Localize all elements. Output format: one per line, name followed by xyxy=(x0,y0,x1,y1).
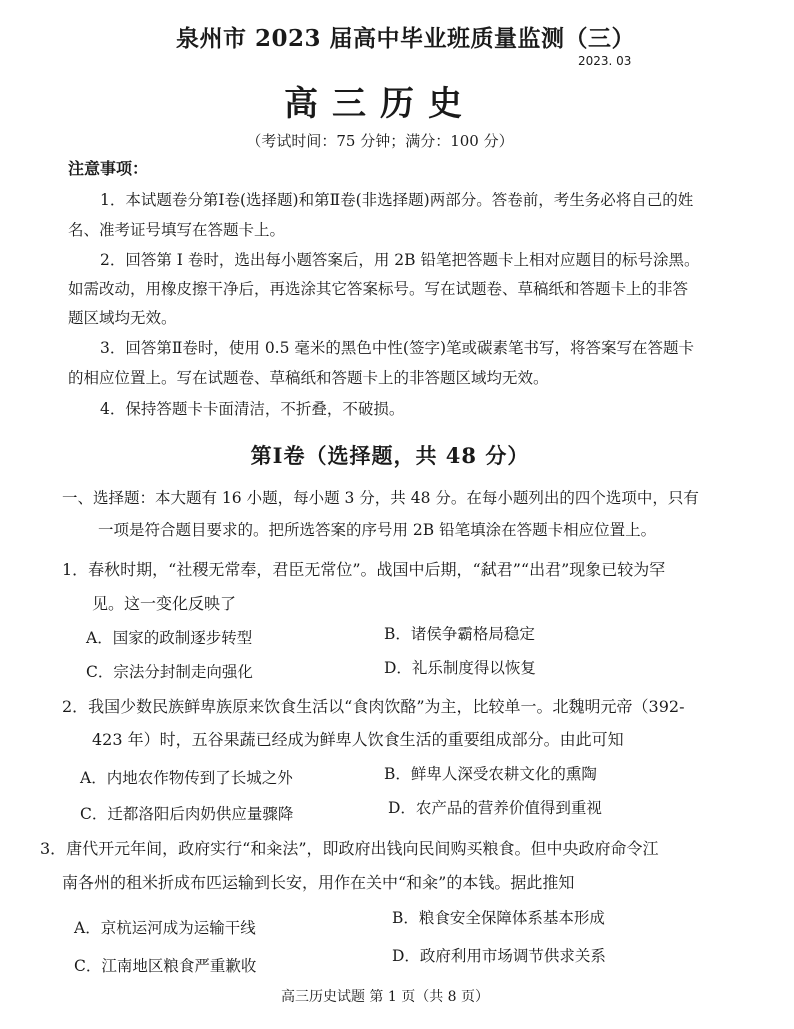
question-3-line: 南各州的租米折成布匹运输到长安，用作在关中“和籴”的本钱。据此推知 xyxy=(62,873,575,892)
question-2-line: 423 年）时，五谷果蔬已经成为鲜卑人饮食生活的重要组成部分。由此可知 xyxy=(92,730,624,749)
question-2-option-a: A．内地农作物传到了长城之外 xyxy=(80,769,293,787)
question-2-option-c: C．迁都洛阳后肉奶供应量骤降 xyxy=(80,805,294,823)
question-1-line: 见。这一变化反映了 xyxy=(92,594,237,613)
question-2-option-b: B．鲜卑人深受农耕文化的熏陶 xyxy=(384,765,597,783)
question-3-option-b: B．粮食安全保障体系基本形成 xyxy=(392,909,605,927)
exam-info: （考试时间：75 分钟；满分：100 分） xyxy=(246,132,514,150)
section-title: 第Ⅰ卷（选择题，共 48 分） xyxy=(250,443,530,468)
note-line: 的相应位置上。写在试题卷、草稿纸和答题卡上的非答题区域均无效。 xyxy=(68,369,549,387)
question-1-option-a: A．国家的政制逐步转型 xyxy=(86,629,253,647)
note-line: 如需改动，用橡皮擦干净后，再选涂其它答案标号。写在试题卷、草稿纸和答题卡上的非答 xyxy=(68,280,689,298)
note-line: 名、准考证号填写在答题卡上。 xyxy=(68,221,286,239)
note-line: 2．回答第 Ⅰ 卷时，选出每小题答案后，用 2B 铅笔把答题卡上相对应题目的标号涂黑。 xyxy=(100,251,700,269)
note-line: 题区域均无效。 xyxy=(68,309,177,327)
notes-heading: 注意事项： xyxy=(68,159,149,178)
question-2-option-d: D．农产品的营养价值得到重视 xyxy=(388,799,602,817)
exam-date: 2023. 03 xyxy=(578,54,632,68)
question-1-option-d: D．礼乐制度得以恢复 xyxy=(384,659,536,677)
question-3-option-d: D．政府利用市场调节供求关系 xyxy=(392,947,606,965)
note-line: 3．回答第Ⅱ卷时，使用 0.5 毫米的黑色中性(签字)笔或碳素笔书写，将答案写在答题卡 xyxy=(100,339,694,357)
note-line: 1．本试题卷分第Ⅰ卷(选择题)和第Ⅱ卷(非选择题)两部分。答卷前，考生务必将自己的姓 xyxy=(100,191,694,209)
page-footer: 高三历史试题 第 1 页（共 8 页） xyxy=(280,989,490,1005)
question-3-line: 3．唐代开元年间，政府实行“和籴法”，即政府出钱向民间购买粮食。但中央政府命令江 xyxy=(40,839,659,858)
question-1-option-c: C．宗法分封制走向强化 xyxy=(86,663,253,681)
note-line: 4．保持答题卡卡面清洁，不折叠，不破损。 xyxy=(100,400,405,418)
question-1-option-b: B．诸侯争霸格局稳定 xyxy=(384,625,535,643)
exam-title: 泉州市 2023 届高中毕业班质量监测（三） xyxy=(176,25,636,52)
subject-title: 高三历史 xyxy=(284,84,476,124)
question-1-line: 1．春秋时期，“社稷无常奉，君臣无常位”。战国中后期，“弑君”“出君”现象已较为罕 xyxy=(62,560,666,579)
section-instruction: 一项是符合题目要求的。把所选答案的序号用 2B 铅笔填涂在答题卡相应位置上。 xyxy=(98,521,657,539)
question-3-option-c: C．江南地区粮食严重歉收 xyxy=(74,957,257,975)
question-3-option-a: A．京杭运河成为运输干线 xyxy=(74,919,256,937)
section-instruction: 一、选择题：本大题有 16 小题，每小题 3 分，共 48 分。在每小题列出的四个选项中，只有 xyxy=(62,489,699,507)
question-2-line: 2．我国少数民族鲜卑族原来饮食生活以“食肉饮酪”为主，比较单一。北魏明元帝（392- xyxy=(62,697,685,716)
